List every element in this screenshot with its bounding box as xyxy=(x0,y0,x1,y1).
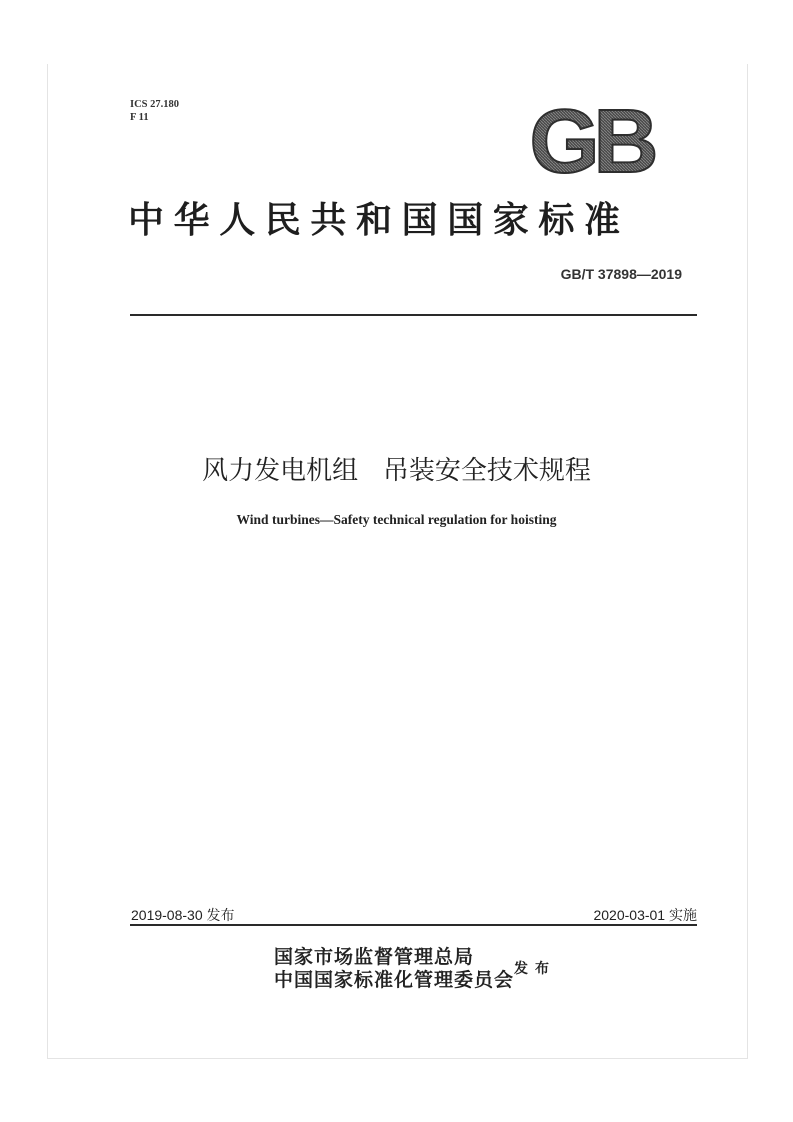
bottom-divider xyxy=(130,924,697,926)
ccs-code: F 11 xyxy=(130,112,149,123)
issuer-samr: 国家市场监督管理总局 xyxy=(274,946,475,968)
standard-type-title: 中华人民共和国国家标准 xyxy=(128,199,630,241)
document-title-zh: 风力发电机组 吊装安全技术规程 xyxy=(202,456,591,486)
publish-date: 2019-08-30 发布 xyxy=(131,907,235,923)
issue-label: 发布 xyxy=(514,961,556,977)
issuing-authorities xyxy=(274,946,514,992)
gb-logo-text: GB xyxy=(529,100,653,178)
issuer-sac: 中国国家标准化管理委员会 xyxy=(274,969,515,991)
classification-codes xyxy=(130,98,179,124)
gb-logo xyxy=(520,100,662,178)
ics-code: ICS 27.180 xyxy=(130,99,180,110)
standard-code: GB/T 37898—2019 xyxy=(560,266,682,282)
effective-date: 2020-03-01 实施 xyxy=(593,907,697,923)
top-divider xyxy=(130,314,697,316)
document-title-en: Wind turbines—Safety technical regulation for hoisting xyxy=(236,512,557,527)
